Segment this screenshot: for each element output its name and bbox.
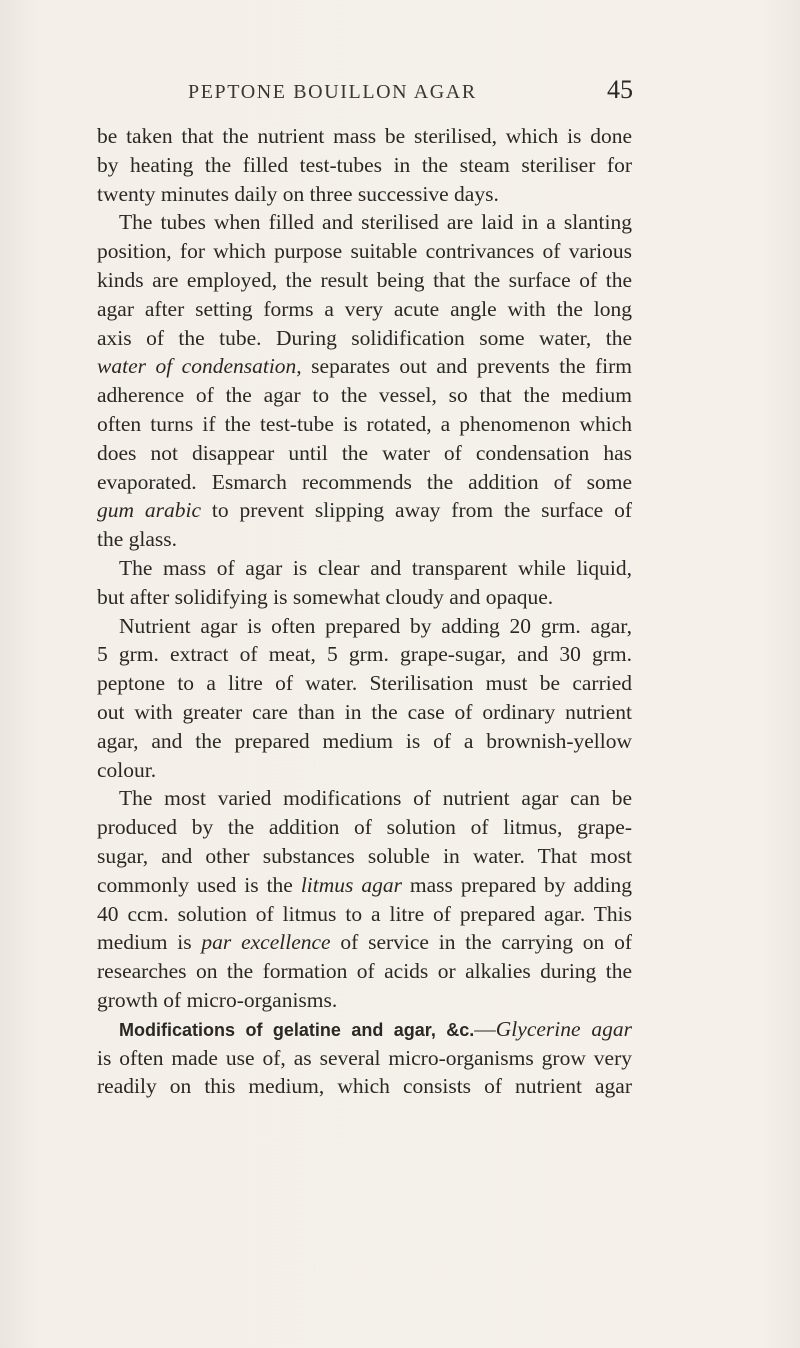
text-line: growth of micro-organisms.	[97, 987, 338, 1012]
text-run: —	[474, 1016, 496, 1041]
text-line: The most varied modifications of nutrient agar can be	[119, 786, 632, 811]
text-line: by heating the filled test-tubes in the steam steriliser for	[97, 152, 632, 177]
text-run: to prevent slipping away from the surface of	[201, 498, 632, 523]
italic-term: gum arabic	[97, 498, 202, 523]
text-line: produced by the addition of solution of litmus, grape-	[97, 815, 632, 840]
text-line: adherence of the agar to the vessel, so that the medium	[97, 383, 632, 408]
text-line: axis of the tube. During solidification some water, the	[97, 325, 632, 350]
page-header	[188, 75, 633, 109]
text-line: sugar, and other substances soluble in water. That most	[97, 843, 632, 868]
text-line	[97, 928, 632, 957]
text-run: medium is	[97, 930, 202, 955]
body-text	[97, 122, 632, 1101]
text-run: of service in the carrying on of	[330, 930, 632, 955]
text-line: but after solidifying is somewhat cloudy and opaque.	[97, 584, 554, 609]
text-run: separates out and prevents the firm	[301, 354, 632, 379]
text-line	[97, 1015, 632, 1044]
page-number: 45	[607, 75, 633, 104]
text-run: mass prepared by adding	[401, 872, 632, 897]
text-line: twenty minutes daily on three successive days.	[97, 181, 499, 206]
text-line: 40 ccm. solution of litmus to a litre of prepared agar. This	[97, 901, 632, 926]
text-line: colour.	[97, 757, 157, 782]
text-run: commonly used is the	[97, 872, 301, 897]
text-line: peptone to a litre of water. Sterilisation must be carried	[97, 671, 632, 696]
text-line: researches on the formation of acids or alkalies during the	[97, 959, 632, 984]
text-line: readily on this medium, which consists of nutrient agar	[97, 1074, 632, 1099]
text-line: be taken that the nutrient mass be sterilised, which is done	[97, 124, 632, 148]
text-line: agar, and the prepared medium is of a brownish-yellow	[97, 728, 632, 753]
text-line: position, for which purpose suitable contrivances of various	[97, 239, 632, 264]
text-line: does not disappear until the water of condensation has	[97, 440, 632, 465]
text-line	[97, 871, 632, 900]
running-head: PEPTONE BOUILLON AGAR	[188, 81, 477, 103]
text-line	[97, 352, 632, 381]
text-line: kinds are employed, the result being that the surface of the	[97, 267, 632, 292]
text-line	[97, 496, 632, 525]
text-line: The tubes when filled and sterilised are laid in a slanting	[119, 210, 632, 235]
italic-term: Glycerine agar	[495, 1016, 632, 1041]
text-line: 5 grm. extract of meat, 5 grm. grape-sugar, and 30 grm.	[97, 642, 632, 667]
italic-term: water of condensation,	[97, 354, 302, 379]
text-line: Nutrient agar is often prepared by adding 20 grm. agar,	[119, 613, 632, 638]
text-line: often turns if the test-tube is rotated, a phenomenon which	[97, 411, 632, 436]
text-line: out with greater care than in the case of ordinary nutrient	[97, 699, 632, 724]
text-line: the glass.	[97, 527, 178, 552]
text-line: agar after setting forms a very acute angle with the long	[97, 296, 632, 321]
italic-term: par excellence	[201, 930, 331, 955]
section-heading: Modifications of gelatine and agar, &c.	[119, 1019, 475, 1040]
text-line: The mass of agar is clear and transparent while liquid,	[119, 555, 632, 580]
text-line: evaporated. Esmarch recommends the addition of some	[97, 469, 632, 494]
italic-term: litmus agar	[300, 872, 402, 897]
text-line: is often made use of, as several micro-organisms grow very	[97, 1045, 632, 1070]
